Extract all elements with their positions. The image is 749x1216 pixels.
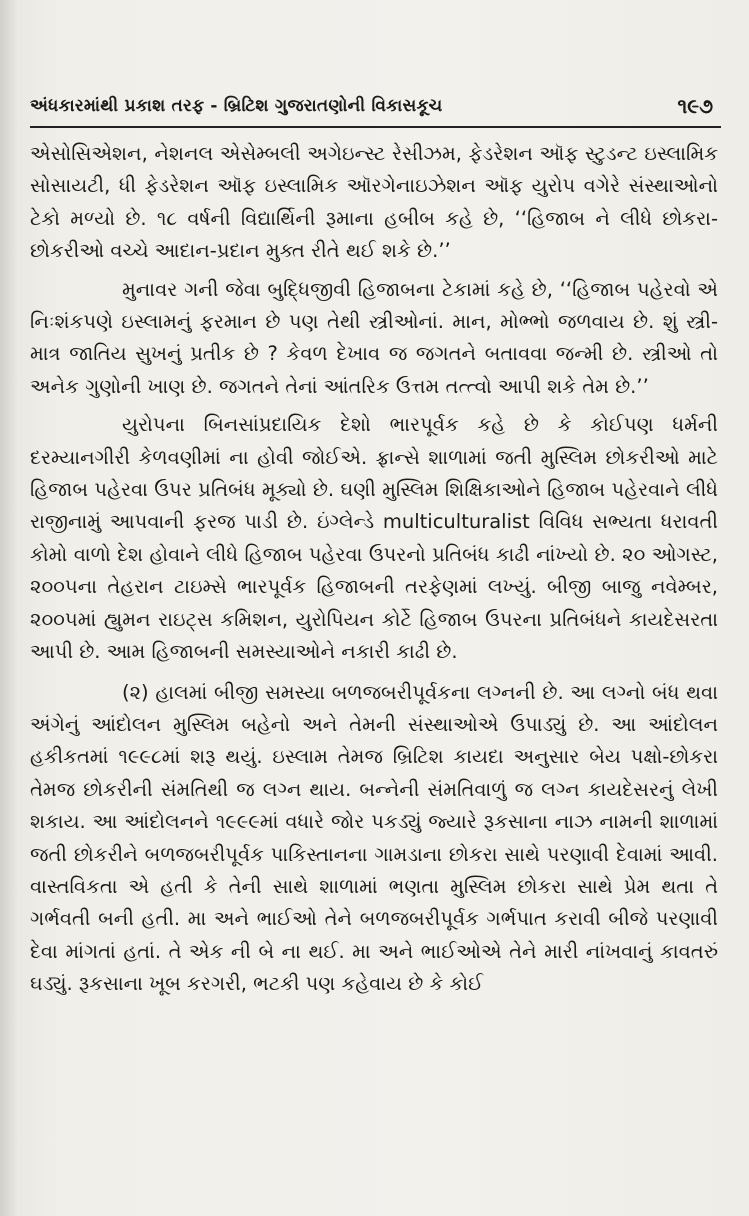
paragraph-1: એસોસિએશન, નેશનલ એસેમ્બલી અગેઇન્સ્ટ રેસીઝમ, ફેડરેશન ઑફ સ્ટુડન્ટ ઇસ્લામિક સોસાયટી, ધી ફેડરેશન ઑફ ઇસ્લામિક ઑરગેનાઇઝેશન ઑફ યુરોપ વગેરે સંસ્થાઓનો ટેકો મળ્યો છે. ૧૮ વર્ષની વિદ્યાર્થિની રૂમાના હબીબ કહે છે, ‘‘હિજાબ ને લીધે છોકરા-છોકરીઓ વચ્ચે આદાન-પ્રદાન મુક્ત રીતે થઈ શકે છે.’’ (30, 142, 718, 263)
page-number: ૧૯૭ (677, 94, 713, 118)
page-header (30, 92, 721, 128)
body-text (30, 138, 718, 1001)
spine-shadow (0, 0, 18, 1216)
running-title: અંધકારમાંથી પ્રકાશ તરફ - બ્રિટિશ ગુજરાતણોની વિકાસકૂચ (30, 96, 443, 116)
paragraph-3: યુરોપના બિનસાંપ્રદાયિક દેશો ભારપૂર્વક કહે છે કે કોઈપણ ધર્મની દરમ્યાનગીરી કેળવણીમાં ના હોવી જોઈએ. ફ્રાન્સે શાળામાં જતી મુસ્લિમ છોકરીઓ માટે હિજાબ પહેરવા ઉપર પ્રતિબંધ મૂક્યો છે. ઘણી મુસ્લિમ શિક્ષિકાઓને હિજાબ પહેરવાને લીધે રાજીનામું આપવાની ફરજ પાડી છે. ઇંગ્લેન્ડે multiculturalist વિવિધ સભ્યતા ધરાવતી કોમો વાળો દેશ હોવાને લીધે હિજાબ પહેરવા ઉપરનો પ્રતિબંધ કાઢી નાંખ્યો છે. ૨૦ ઓગસ્ટ, ૨૦૦૫ના તેહરાન ટાઇમ્સે ભારપૂર્વક હિજાબની તરફેણમાં લખ્યું. બીજી બાજુ નવેમ્બર, ૨૦૦૫માં હ્યુમન રાઇટ્સ કમિશન, યુરોપિયન કોર્ટે હિજાબ ઉપરના પ્રતિબંધને કાયદેસરતા આપી છે. આમ હિજાબની સમસ્યાઓને નકારી કાઢી છે. (30, 413, 718, 664)
paragraph-4: (૨) હાલમાં બીજી સમસ્યા બળજબરીપૂર્વકના લગ્નની છે. આ લગ્નો બંધ થવા અંગેનું આંદોલન મુસ્લિમ બહેનો અને તેમની સંસ્થાઓએ ઉપાડ્યું છે. આ આંદોલન હકીકતમાં ૧૯૯૮માં શરૂ થયું. ઇસ્લામ તેમજ બ્રિટિશ કાયદા અનુસાર બેય પક્ષો-છોકરા તેમજ છોકરીની સંમતિથી જ લગ્ન થાય. બન્નેની સંમતિવાળું જ લગ્ન કાયદેસરનું લેખી શકાય. આ આંદોલનને ૧૯૯૯માં વધારે જોર પકડ્યું જ્યારે રૂકસાના નાઝ નામની શાળામાં જતી છોકરીને બળજબરીપૂર્વક પાકિસ્તાનના ગામડાના છોકરા સાથે પરણાવી દેવામાં આવી. વાસ્તવિકતા એ હતી કે તેની સાથે શાળામાં ભણતા મુસ્લિમ છોકરા સાથે પ્રેમ થતા તે ગર્ભવતી બની હતી. મા અને ભાઈઓ તેને બળજબરીપૂર્વક ગર્ભપાત કરાવી બીજે પરણાવી દેવા માંગતાં હતાં. તે એક ની બે ના થઈ. મા અને ભાઈઓએ તેને મારી નાંખવાનું કાવતરું ઘડ્યું. રૂકસાના ખૂબ કરગરી, ભટકી પણ કહેવાય છે કે કોઈ (30, 680, 718, 996)
paragraph-2: મુનાવર ગની જેવા બુદ્ધિજીવી હિજાબના ટેકામાં કહે છે, ‘‘હિજાબ પહેરવો એ નિઃશંકપણે ઇસ્લામનું ફરમાન છે પણ તેથી સ્ત્રીઓનાં. માન, મોભ્ભો જળવાય છે. શું સ્ત્રી-માત્ર જાતિય સુખનું પ્રતીક છે ? કેવળ દેખાવ જ જગતને બતાવવા જન્મી છે. સ્ત્રીઓ તો અનેક ગુણોની ખાણ છે. જગતને તેનાં આંતરિક ઉત્તમ તત્ત્વો આપી શકે તેમ છે.’’ (30, 277, 718, 398)
